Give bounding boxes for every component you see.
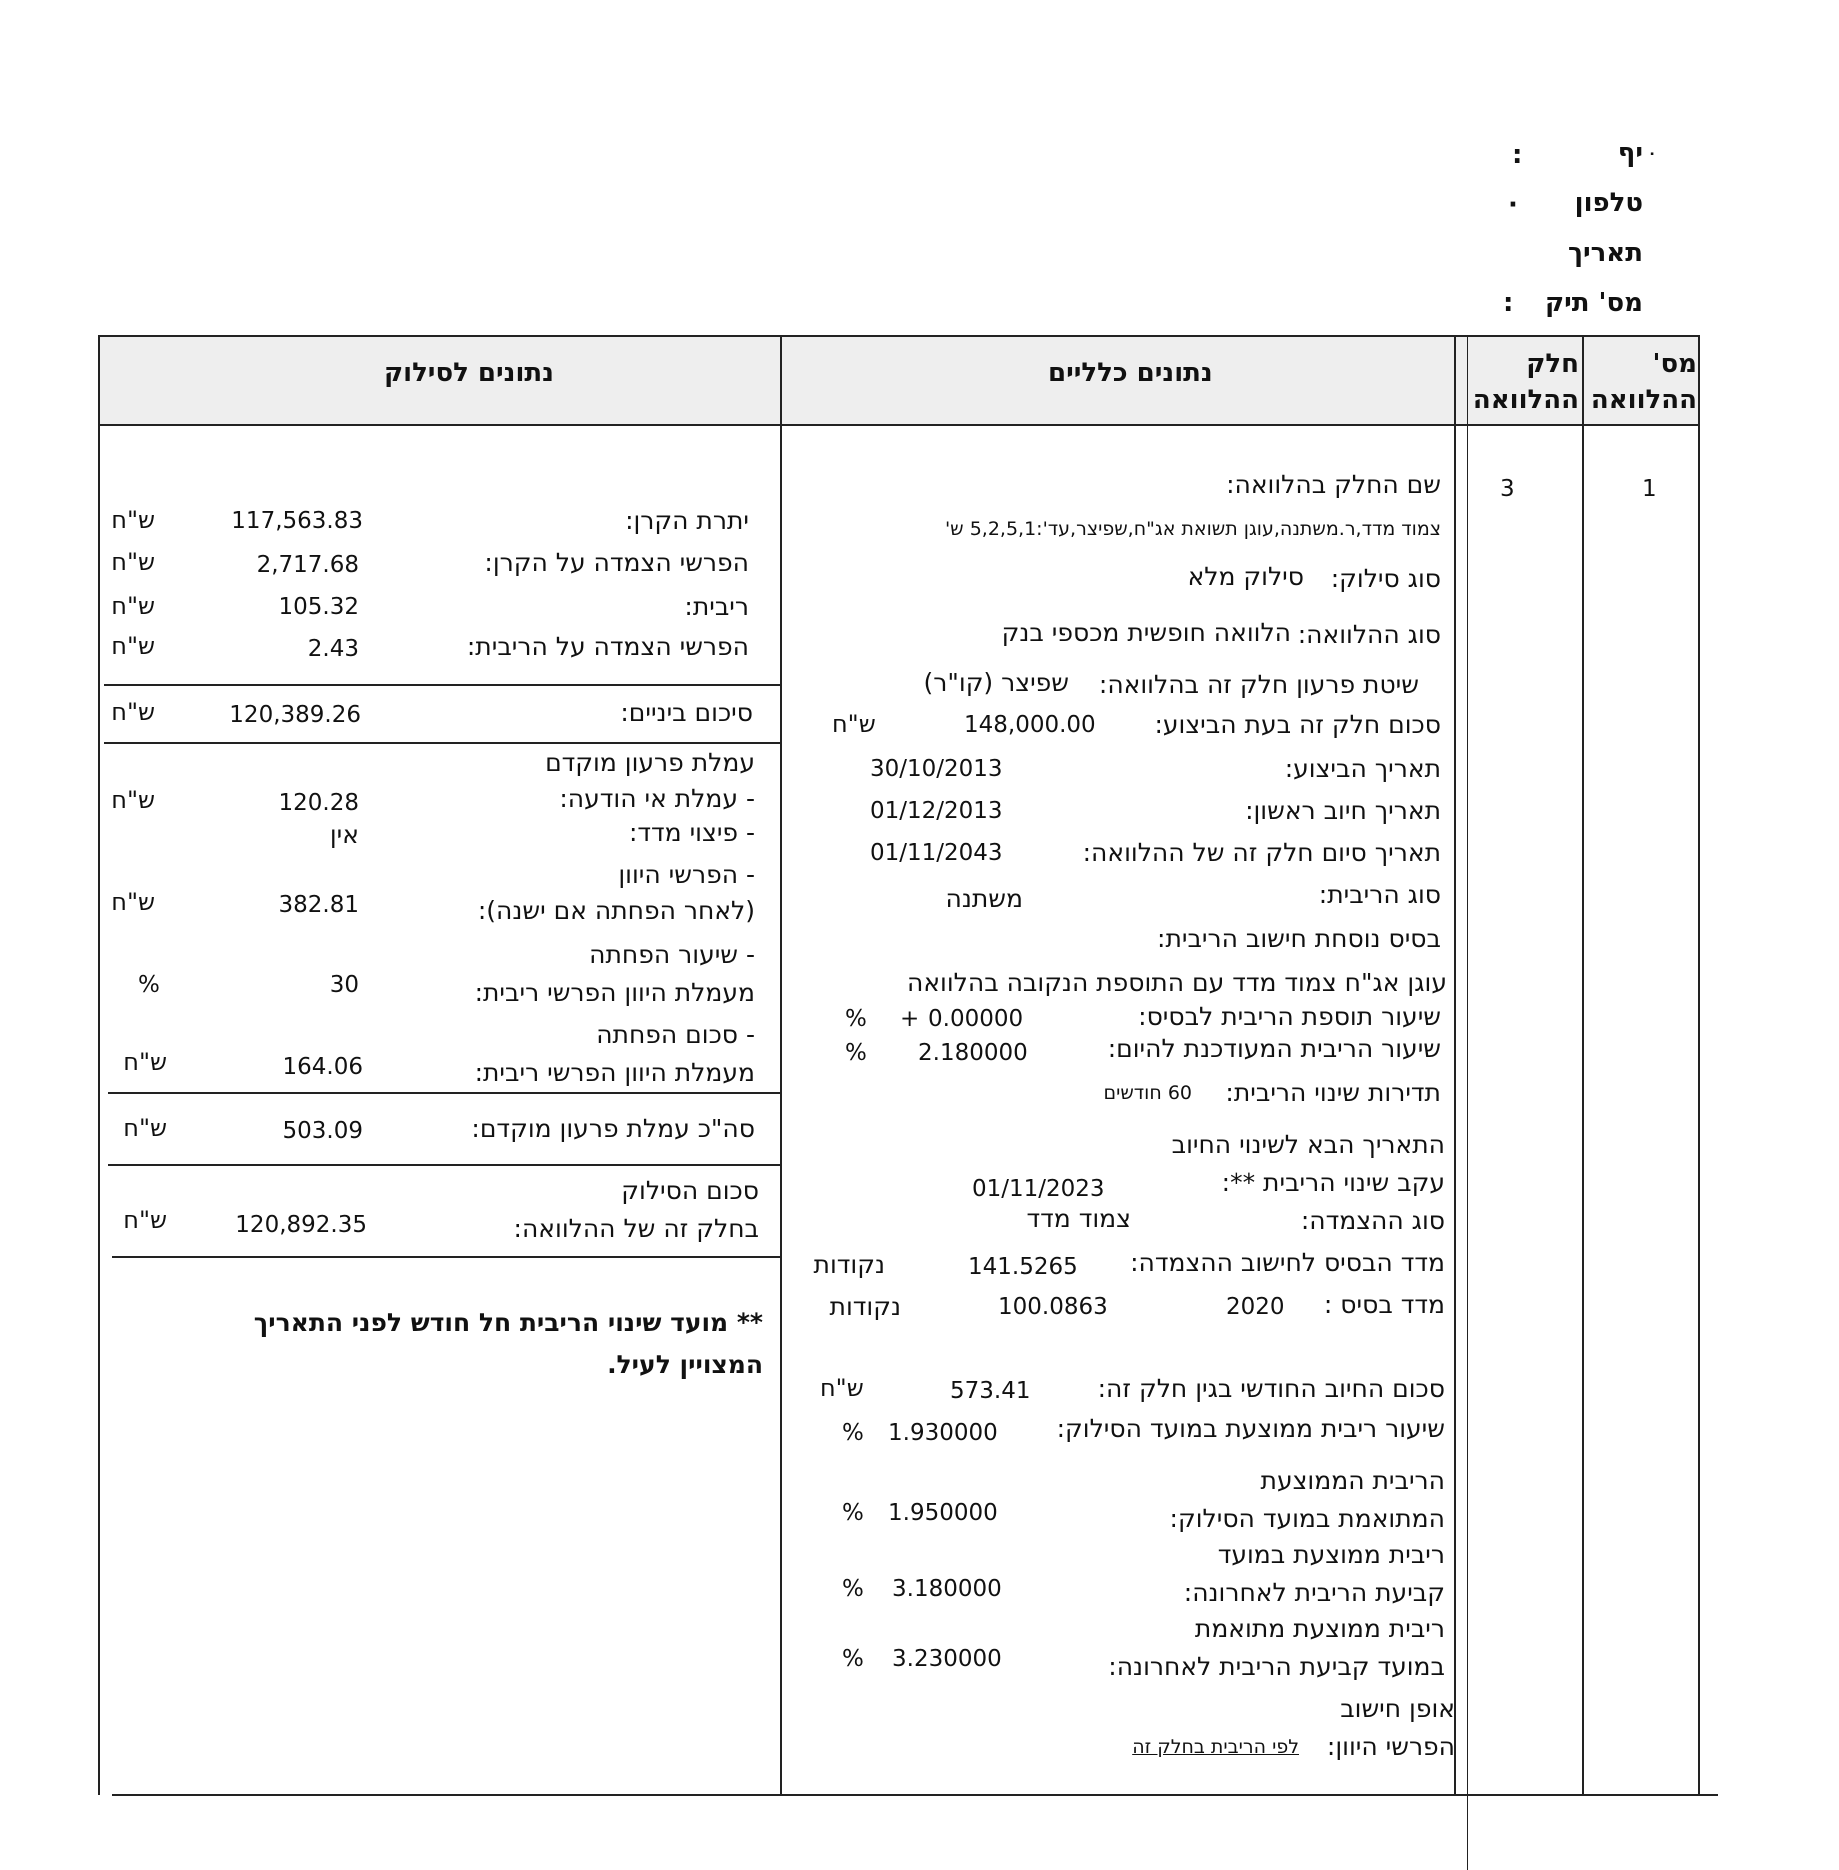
next-change-label-2: עקב שינוי הריבית **: bbox=[1221, 1168, 1445, 1197]
adj-avg-value: 1.950000 bbox=[888, 1500, 998, 1526]
loan-no-value: 1 bbox=[1642, 476, 1657, 502]
repay-method-value: שפיצר (קו"ר) bbox=[923, 668, 1069, 697]
divider-total-bottom bbox=[108, 1164, 780, 1166]
last-avg-value: 3.180000 bbox=[892, 1576, 1002, 1602]
divider-subtotal-top bbox=[104, 684, 780, 686]
footnote-line-2: המצויין לעיל. bbox=[607, 1350, 763, 1379]
calc-method-value: לפי הריבית בחלק זה bbox=[1132, 1736, 1299, 1758]
divider-total-top bbox=[108, 1092, 780, 1094]
discount-value: 382.81 bbox=[278, 892, 359, 918]
early-fee-title: עמלת פרעון מוקדם bbox=[545, 748, 755, 777]
table-top-border bbox=[98, 335, 1700, 337]
divider-payoff-bottom bbox=[112, 1256, 780, 1258]
no-notice-label: - עמלת אי הודעה: bbox=[559, 784, 755, 813]
margin-value: 0.00000 bbox=[928, 1006, 1024, 1032]
file-no-sep: : bbox=[1503, 288, 1514, 318]
reduction-sum-unit: ש"ח bbox=[123, 1048, 167, 1076]
total-fee-value: 503.09 bbox=[282, 1118, 363, 1144]
reduction-rate-value: 30 bbox=[329, 972, 359, 998]
col-divider-loan bbox=[1582, 335, 1584, 1795]
margin-pct: % bbox=[845, 1006, 867, 1032]
payoff-value: 120,892.35 bbox=[235, 1212, 367, 1238]
index-comp-value: אין bbox=[329, 820, 359, 849]
header-loan-no-text: מס' ההלוואה bbox=[1590, 349, 1697, 415]
base-index2-year: 2020 bbox=[1226, 1294, 1285, 1320]
monthly-unit: ש"ח bbox=[820, 1374, 864, 1402]
discount-label-1: - הפרשי היוון bbox=[618, 860, 755, 889]
amount-value: 148,000.00 bbox=[964, 712, 1096, 738]
interest-type-label: סוג הריבית: bbox=[1318, 880, 1441, 909]
base-index2-label: מדד בסיס : bbox=[1323, 1290, 1445, 1319]
subtotal-value: 120,389.26 bbox=[229, 702, 361, 728]
payoff-type-label: סוג סילוק: bbox=[1330, 564, 1441, 593]
margin-label: שיעור תוספת הריבית לבסיס: bbox=[1138, 1002, 1441, 1031]
end-date-value: 01/11/2043 bbox=[870, 840, 1003, 866]
table-right-border bbox=[1698, 335, 1700, 1795]
calc-method-label-1: אופן חישוב bbox=[1340, 1694, 1455, 1723]
loan-type-label: סוג ההלוואה: bbox=[1297, 620, 1441, 649]
exec-date-label: תאריך הביצוע: bbox=[1284, 754, 1441, 783]
index-comp-label: - פיצוי מדד: bbox=[628, 818, 755, 847]
last-adj-pct: % bbox=[842, 1646, 864, 1672]
reduction-sum-label-1: - סכום הפחתה bbox=[596, 1020, 755, 1049]
no-notice-value: 120.28 bbox=[278, 790, 359, 816]
last-avg-label-2: קביעת הריבית לאחרונה: bbox=[1183, 1578, 1445, 1607]
adj-avg-label-2: המתואמת במועד הסילוק: bbox=[1169, 1504, 1445, 1533]
linkage-value: צמוד מדד bbox=[1026, 1204, 1131, 1233]
header-payoff: נתונים לסילוק bbox=[384, 358, 554, 388]
interest-unit: ש"ח bbox=[111, 592, 155, 620]
interest-link-value: 2.43 bbox=[307, 636, 359, 662]
date-label: תאריך bbox=[1567, 238, 1643, 268]
last-adj-label-2: במועד קביעת הריבית לאחרונה: bbox=[1108, 1652, 1445, 1681]
subtotal-label: סיכום ביניים: bbox=[620, 698, 753, 727]
divider-subtotal-bottom bbox=[104, 742, 780, 744]
phone-label: טלפון bbox=[1574, 188, 1643, 218]
next-change-label-1: התאריך הבא לשינוי החיוב bbox=[1171, 1130, 1445, 1159]
payoff-type-value: סילוק מלא bbox=[1187, 562, 1304, 591]
header-general: נתונים כלליים bbox=[1048, 358, 1213, 388]
end-date-label: תאריך סיום חלק זה של ההלוואה: bbox=[1082, 838, 1441, 867]
avg-rate-label: שיעור ריבית ממוצעת במועד הסילוק: bbox=[1056, 1414, 1445, 1443]
formula-value: עוגן אג"ח צמוד מדד עם התוספת הנקובה בהלוואה bbox=[906, 968, 1447, 997]
interest-type-value: משתנה bbox=[945, 884, 1023, 913]
table-left-border bbox=[98, 335, 100, 1795]
change-freq-label: תדירות שינוי הריבית: bbox=[1225, 1078, 1441, 1107]
last-adj-value: 3.230000 bbox=[892, 1646, 1002, 1672]
first-charge-value: 01/12/2013 bbox=[870, 798, 1003, 824]
base-index2-points: נקודות bbox=[829, 1292, 901, 1321]
reduction-rate-label-2: מעמלת היוון הפרשי ריבית: bbox=[474, 978, 755, 1007]
principal-link-label: הפרשי הצמדה על הקרן: bbox=[484, 548, 749, 577]
interest-link-unit: ש"ח bbox=[111, 632, 155, 660]
branch-sep: : bbox=[1512, 140, 1523, 170]
discount-label-2: (לאחר הפחתה אם ישנה): bbox=[477, 896, 755, 925]
header-bottom-border bbox=[98, 424, 1700, 426]
interest-link-label: הפרשי הצמדה על הריבית: bbox=[466, 632, 749, 661]
base-index-points: נקודות bbox=[813, 1250, 885, 1279]
principal-link-unit: ש"ח bbox=[111, 548, 155, 576]
col-divider-general bbox=[780, 335, 782, 1795]
repay-method-label: שיטת פרעון חלק זה בהלוואה: bbox=[1098, 670, 1419, 699]
last-avg-label-1: ריבית ממוצעת במועד bbox=[1217, 1540, 1445, 1569]
base-index-label: מדד הבסיס לחישוב ההצמדה: bbox=[1130, 1248, 1445, 1277]
avg-rate-pct: % bbox=[842, 1420, 864, 1446]
current-rate-label: שיעור הריבית המעודכנת להיום: bbox=[1107, 1034, 1441, 1063]
principal-value: 117,563.83 bbox=[231, 508, 363, 534]
adj-avg-pct: % bbox=[842, 1500, 864, 1526]
formula-label: בסיס נוסחת חישוב הריבית: bbox=[1157, 924, 1441, 953]
reduction-sum-value: 164.06 bbox=[282, 1054, 363, 1080]
exec-date-value: 30/10/2013 bbox=[870, 756, 1003, 782]
header-shade bbox=[98, 336, 1700, 424]
calc-method-label-2: הפרשי היוון: bbox=[1326, 1732, 1455, 1761]
avg-rate-value: 1.930000 bbox=[888, 1420, 998, 1446]
total-fee-label: סה"כ עמלת פרעון מוקדם: bbox=[471, 1114, 755, 1143]
payoff-unit: ש"ח bbox=[123, 1206, 167, 1234]
adj-avg-label-1: הריבית הממוצעת bbox=[1260, 1466, 1445, 1495]
discount-unit: ש"ח bbox=[111, 888, 155, 916]
interest-value: 105.32 bbox=[278, 594, 359, 620]
first-charge-label: תאריך חיוב ראשון: bbox=[1245, 796, 1441, 825]
payoff-label-2: בחלק זה של ההלוואה: bbox=[513, 1214, 759, 1243]
principal-unit: ש"ח bbox=[111, 506, 155, 534]
payoff-label-1: סכום הסילוק bbox=[621, 1176, 759, 1205]
total-fee-unit: ש"ח bbox=[123, 1114, 167, 1142]
last-avg-pct: % bbox=[842, 1576, 864, 1602]
header-part bbox=[1472, 346, 1579, 418]
part-no-value: 3 bbox=[1500, 476, 1515, 502]
reduction-rate-label-1: - שיעור הפחתה bbox=[589, 940, 755, 969]
no-notice-unit: ש"ח bbox=[111, 786, 155, 814]
linkage-label: סוג ההצמדה: bbox=[1300, 1206, 1445, 1235]
monthly-value: 573.41 bbox=[950, 1378, 1031, 1404]
change-freq-value: 60 חודשים bbox=[1103, 1082, 1192, 1104]
margin-sign: + bbox=[900, 1006, 920, 1032]
col-divider-part-2 bbox=[1467, 335, 1468, 1870]
amount-unit: ש"ח bbox=[832, 710, 876, 738]
base-index-value: 141.5265 bbox=[968, 1254, 1078, 1280]
reduction-sum-label-2: מעמלת היוון הפרשי ריבית: bbox=[474, 1058, 755, 1087]
phone-sep: · bbox=[1508, 190, 1518, 220]
header-loan-no bbox=[1587, 346, 1697, 418]
branch-label: ּיף bbox=[1617, 138, 1643, 168]
monthly-label: סכום החיוב החודשי בגין חלק זה: bbox=[1097, 1374, 1445, 1403]
col-divider-part bbox=[1454, 335, 1456, 1795]
principal-label: יתרת הקרן: bbox=[625, 506, 749, 535]
current-rate-value: 2.180000 bbox=[918, 1040, 1028, 1066]
part-name-label: שם החלק בהלוואה: bbox=[1226, 470, 1441, 499]
file-no-label: מס' תיק bbox=[1544, 288, 1643, 318]
loan-type-value: הלוואה חופשית מכספי בנק bbox=[1001, 618, 1291, 647]
footnote-line-1: ** מועד שינוי הריבית חל חודש לפני התאריך bbox=[253, 1308, 763, 1337]
table-bottom-border bbox=[112, 1794, 1718, 1796]
part-name-value: צמוד מדד,ר.משתנה,עוגן תשואת אג"ח,שפיצר,עד':5,2,5,1 ש' bbox=[944, 518, 1441, 540]
last-adj-label-1: ריבית ממוצעת מתואמת bbox=[1194, 1614, 1445, 1643]
amount-label: סכום חלק זה בעת הביצוע: bbox=[1154, 710, 1441, 739]
interest-label: ריבית: bbox=[684, 592, 749, 621]
principal-link-value: 2,717.68 bbox=[256, 552, 359, 578]
current-rate-pct: % bbox=[845, 1040, 867, 1066]
reduction-rate-pct: % bbox=[138, 972, 160, 998]
base-index2-value: 100.0863 bbox=[998, 1294, 1108, 1320]
subtotal-unit: ש"ח bbox=[111, 698, 155, 726]
header-part-text: חלק ההלוואה bbox=[1472, 349, 1579, 415]
next-change-value: 01/11/2023 bbox=[972, 1176, 1105, 1202]
